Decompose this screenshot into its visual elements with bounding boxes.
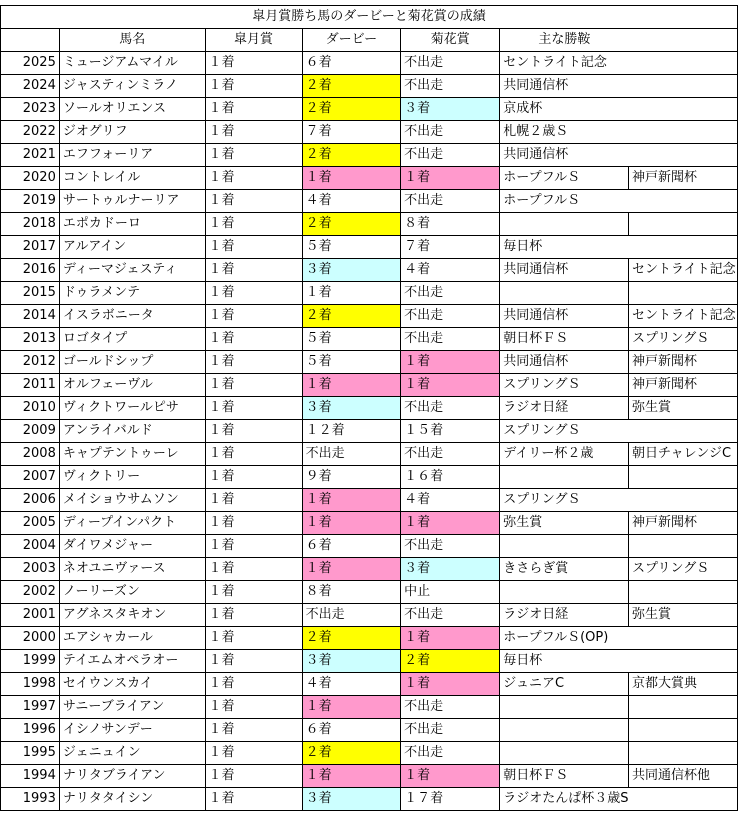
year-cell[interactable]: 2014 [1,305,60,328]
kikka-result-cell[interactable]: 不出走 [401,305,500,328]
year-cell[interactable]: 1997 [1,696,60,719]
year-cell[interactable]: 1996 [1,719,60,742]
derby-result-cell[interactable]: ４着 [302,673,401,696]
table-row [1,213,738,236]
table-row [1,788,738,811]
main-win-2-cell[interactable]: スプリングＳ [629,328,738,351]
main-win-cell[interactable]: 共同通信杯 [500,351,629,374]
year-cell[interactable]: 2012 [1,351,60,374]
year-cell[interactable]: 1993 [1,788,60,811]
derby-result-cell[interactable]: １着 [302,167,401,190]
horse-name-cell[interactable]: イスラボニータ [59,305,205,328]
satsuki-result-cell[interactable]: １着 [205,535,302,558]
satsuki-result-cell[interactable]: １着 [205,581,302,604]
derby-result-cell[interactable]: ２着 [302,627,401,650]
satsuki-result-cell[interactable]: １着 [205,788,302,811]
kikka-result-cell[interactable]: 不出走 [401,604,500,627]
main-win-cell[interactable] [500,719,629,742]
satsuki-result-cell[interactable]: １着 [205,98,302,121]
horse-name-cell[interactable]: ナリタタイシン [59,788,205,811]
derby-result-cell[interactable]: １着 [302,696,401,719]
main-win-2-cell[interactable] [629,75,738,98]
table-row [1,466,738,489]
year-cell[interactable]: 2002 [1,581,60,604]
main-win-cell[interactable]: スプリングＳ [500,374,629,397]
horse-name-cell[interactable]: ディープインパクト [59,512,205,535]
table-row [1,512,738,535]
main-win-cell[interactable]: ラジオ日経 [500,397,629,420]
year-cell[interactable]: 1998 [1,673,60,696]
kikka-result-cell[interactable]: １７着 [401,788,500,811]
table-row [1,489,738,512]
satsuki-result-cell[interactable]: １着 [205,397,302,420]
year-cell[interactable]: 1999 [1,650,60,673]
derby-result-cell[interactable]: ５着 [302,351,401,374]
main-win-2-cell[interactable] [629,581,738,604]
horse-name-cell[interactable]: キャプテントゥーレ [59,443,205,466]
table-row [1,627,738,650]
kikka-result-cell[interactable]: 不出走 [401,52,500,75]
year-cell[interactable]: 2025 [1,52,60,75]
kikka-result-cell[interactable]: 不出走 [401,696,500,719]
table-row [1,75,738,98]
horse-name-cell[interactable]: ディーマジェスティ [59,259,205,282]
satsuki-result-cell[interactable]: １着 [205,443,302,466]
satsuki-result-cell[interactable]: １着 [205,282,302,305]
derby-result-cell[interactable]: ３着 [302,259,401,282]
table-row [1,144,738,167]
main-win-cell[interactable]: ラジオたんぱ杯３歳S [500,788,629,811]
horse-name-cell[interactable]: ドゥラメンテ [59,282,205,305]
satsuki-result-cell[interactable]: １着 [205,351,302,374]
horse-name-cell[interactable]: ナリタブライアン [59,765,205,788]
year-cell[interactable]: 2016 [1,259,60,282]
satsuki-result-cell[interactable]: １着 [205,627,302,650]
kikka-result-cell[interactable]: 不出走 [401,328,500,351]
table-row [1,558,738,581]
main-win-2-cell[interactable] [629,52,738,75]
main-win-2-cell[interactable] [629,282,738,305]
table-row [1,765,738,788]
derby-result-cell[interactable]: ２着 [302,75,401,98]
main-win-2-cell[interactable]: セントライト記念 [629,259,738,282]
satsuki-result-cell[interactable]: １着 [205,144,302,167]
table-row [1,696,738,719]
year-cell[interactable]: 2011 [1,374,60,397]
year-cell[interactable]: 2007 [1,466,60,489]
horse-name-cell[interactable]: アルアイン [59,236,205,259]
results-table [0,5,738,811]
satsuki-result-cell[interactable]: １着 [205,489,302,512]
main-win-2-cell[interactable] [629,190,738,213]
kikka-result-cell[interactable]: １着 [401,351,500,374]
satsuki-result-cell[interactable]: １着 [205,420,302,443]
derby-result-cell[interactable]: 不出走 [302,604,401,627]
year-cell[interactable]: 2022 [1,121,60,144]
satsuki-result-cell[interactable]: １着 [205,604,302,627]
table-row [1,443,738,466]
satsuki-result-cell[interactable]: １着 [205,719,302,742]
kikka-result-cell[interactable]: 不出走 [401,719,500,742]
main-win-cell[interactable]: デイリー杯２歳 [500,443,629,466]
derby-result-cell[interactable]: １２着 [302,420,401,443]
horse-name-cell[interactable]: セイウンスカイ [59,673,205,696]
kikka-result-cell[interactable]: ４着 [401,489,500,512]
main-win-2-cell[interactable] [629,535,738,558]
derby-result-cell[interactable]: ２着 [302,305,401,328]
year-cell[interactable]: 2018 [1,213,60,236]
satsuki-result-cell[interactable]: １着 [205,236,302,259]
kikka-result-cell[interactable]: 不出走 [401,282,500,305]
horse-name-cell[interactable]: ミュージアムマイル [59,52,205,75]
derby-result-cell[interactable]: ７着 [302,121,401,144]
main-win-2-cell[interactable]: 神戸新聞杯 [629,167,738,190]
year-cell[interactable]: 2019 [1,190,60,213]
main-win-2-cell[interactable] [629,719,738,742]
year-cell[interactable]: 2024 [1,75,60,98]
table-row [1,742,738,765]
kikka-result-cell[interactable]: １着 [401,167,500,190]
horse-name-cell[interactable]: ジャスティンミラノ [59,75,205,98]
main-win-2-cell[interactable]: 共同通信杯他 [629,765,738,788]
main-win-cell[interactable]: 共同通信杯 [500,75,629,98]
kikka-result-cell[interactable]: ４着 [401,259,500,282]
year-cell[interactable]: 2015 [1,282,60,305]
table-row [1,397,738,420]
derby-result-cell[interactable]: 不出走 [302,443,401,466]
satsuki-result-cell[interactable]: １着 [205,673,302,696]
kikka-result-cell[interactable]: ７着 [401,236,500,259]
derby-result-cell[interactable]: ６着 [302,719,401,742]
main-win-2-cell[interactable]: 神戸新聞杯 [629,351,738,374]
year-cell[interactable]: 2010 [1,397,60,420]
year-cell[interactable]: 2020 [1,167,60,190]
horse-name-cell[interactable]: ゴールドシップ [59,351,205,374]
year-cell[interactable]: 2023 [1,98,60,121]
satsuki-result-cell[interactable]: １着 [205,650,302,673]
kikka-result-cell[interactable]: １着 [401,765,500,788]
derby-result-cell[interactable]: １着 [302,765,401,788]
main-win-2-cell[interactable] [629,144,738,167]
horse-name-cell[interactable]: ジェニュイン [59,742,205,765]
satsuki-result-cell[interactable]: １着 [205,121,302,144]
header-row [1,29,738,52]
satsuki-result-cell[interactable]: １着 [205,305,302,328]
main-win-2-cell[interactable] [629,236,738,259]
main-win-2-cell[interactable] [629,788,738,811]
kikka-result-cell[interactable]: ２着 [401,650,500,673]
table-row [1,535,738,558]
main-win-2-cell[interactable]: 神戸新聞杯 [629,374,738,397]
satsuki-result-cell[interactable]: １着 [205,328,302,351]
horse-name-cell[interactable]: サニーブライアン [59,696,205,719]
kikka-result-cell[interactable]: １着 [401,673,500,696]
derby-result-cell[interactable]: １着 [302,489,401,512]
main-win-cell[interactable] [500,581,629,604]
main-win-cell[interactable]: 京成杯 [500,98,629,121]
main-win-cell[interactable] [500,535,629,558]
main-win-cell[interactable]: スプリングＳ [500,489,629,512]
satsuki-result-cell[interactable]: １着 [205,558,302,581]
satsuki-result-cell[interactable]: １着 [205,696,302,719]
satsuki-result-cell[interactable]: １着 [205,190,302,213]
kikka-result-cell[interactable]: 不出走 [401,121,500,144]
main-win-2-cell[interactable]: スプリングＳ [629,558,738,581]
year-cell[interactable]: 2021 [1,144,60,167]
main-win-cell[interactable]: 毎日杯 [500,650,629,673]
horse-name-cell[interactable]: エフフォーリア [59,144,205,167]
kikka-result-cell[interactable]: １着 [401,627,500,650]
horse-name-cell[interactable]: アグネスタキオン [59,604,205,627]
derby-result-cell[interactable]: ２着 [302,144,401,167]
main-win-cell[interactable]: ホープフルＳ [500,167,629,190]
kikka-result-cell[interactable]: ８着 [401,213,500,236]
kikka-result-cell[interactable]: 不出走 [401,75,500,98]
table-row [1,650,738,673]
kikka-result-cell[interactable]: ３着 [401,98,500,121]
main-win-cell[interactable]: ホープフルＳ(OP) [500,627,629,650]
derby-result-cell[interactable]: ２着 [302,742,401,765]
main-win-2-cell[interactable] [629,420,738,443]
main-win-cell[interactable]: スプリングＳ [500,420,629,443]
satsuki-result-cell[interactable]: １着 [205,374,302,397]
satsuki-result-cell[interactable]: １着 [205,512,302,535]
kikka-result-cell[interactable]: １６着 [401,466,500,489]
table-row [1,121,738,144]
header-satsuki[interactable]: 皐月賞 [205,29,302,52]
horse-name-cell[interactable]: ヴィクトリー [59,466,205,489]
derby-result-cell[interactable]: ２着 [302,98,401,121]
table-row [1,420,738,443]
table-row [1,374,738,397]
main-win-cell[interactable]: ジュニアC [500,673,629,696]
main-win-2-cell[interactable] [629,121,738,144]
year-cell[interactable]: 2005 [1,512,60,535]
kikka-result-cell[interactable]: 不出走 [401,443,500,466]
table-row [1,328,738,351]
year-cell[interactable]: 2008 [1,443,60,466]
derby-result-cell[interactable]: １着 [302,512,401,535]
derby-result-cell[interactable]: ２着 [302,213,401,236]
main-win-2-cell[interactable] [629,742,738,765]
horse-name-cell[interactable]: アンライバルド [59,420,205,443]
horse-name-cell[interactable]: オルフェーヴル [59,374,205,397]
main-win-2-cell[interactable]: 京都大賞典 [629,673,738,696]
kikka-result-cell[interactable]: 不出走 [401,144,500,167]
year-cell[interactable]: 2004 [1,535,60,558]
title-row [1,6,738,29]
kikka-result-cell[interactable]: １５着 [401,420,500,443]
year-cell[interactable]: 2006 [1,489,60,512]
header-main-wins[interactable]: 主な勝鞍 [500,29,629,52]
horse-name-cell[interactable]: ソールオリエンス [59,98,205,121]
main-win-cell[interactable]: 毎日杯 [500,236,629,259]
main-win-cell[interactable]: ラジオ日経 [500,604,629,627]
horse-name-cell[interactable]: ダイワメジャー [59,535,205,558]
main-win-2-cell[interactable] [629,213,738,236]
table-row [1,351,738,374]
kikka-result-cell[interactable]: 不出走 [401,535,500,558]
kikka-result-cell[interactable]: １着 [401,512,500,535]
kikka-result-cell[interactable]: 中止 [401,581,500,604]
main-win-2-cell[interactable]: 朝日チャレンジC [629,443,738,466]
main-win-2-cell[interactable]: セントライト記念 [629,305,738,328]
table-row [1,167,738,190]
kikka-result-cell[interactable]: 不出走 [401,742,500,765]
horse-name-cell[interactable]: ネオユニヴァース [59,558,205,581]
table-row [1,305,738,328]
main-win-cell[interactable]: 札幌２歳Ｓ [500,121,629,144]
horse-name-cell[interactable]: テイエムオペラオー [59,650,205,673]
table-row [1,673,738,696]
satsuki-result-cell[interactable]: １着 [205,213,302,236]
horse-name-cell[interactable]: エポカドーロ [59,213,205,236]
main-win-2-cell[interactable]: 弥生賞 [629,397,738,420]
horse-name-cell[interactable]: ヴィクトワールピサ [59,397,205,420]
year-cell[interactable]: 2013 [1,328,60,351]
horse-name-cell[interactable]: ロゴタイプ [59,328,205,351]
horse-name-cell[interactable]: ノーリーズン [59,581,205,604]
main-win-2-cell[interactable]: 神戸新聞杯 [629,512,738,535]
main-win-cell[interactable] [500,282,629,305]
derby-result-cell[interactable]: １着 [302,558,401,581]
main-win-2-cell[interactable]: 弥生賞 [629,604,738,627]
satsuki-result-cell[interactable]: １着 [205,742,302,765]
header-year-cell[interactable] [1,29,60,52]
main-win-2-cell[interactable] [629,489,738,512]
derby-result-cell[interactable]: ３着 [302,650,401,673]
main-win-cell[interactable]: ホープフルＳ [500,190,629,213]
horse-name-cell[interactable]: コントレイル [59,167,205,190]
main-win-2-cell[interactable] [629,696,738,719]
derby-result-cell[interactable]: ４着 [302,190,401,213]
main-win-2-cell[interactable] [629,98,738,121]
year-cell[interactable]: 1994 [1,765,60,788]
table-row [1,581,738,604]
main-win-2-cell[interactable] [629,466,738,489]
derby-result-cell[interactable]: ５着 [302,236,401,259]
year-cell[interactable]: 2000 [1,627,60,650]
year-cell[interactable]: 1995 [1,742,60,765]
derby-result-cell[interactable]: ８着 [302,581,401,604]
derby-result-cell[interactable]: ６着 [302,52,401,75]
satsuki-result-cell[interactable]: １着 [205,765,302,788]
main-win-cell[interactable]: 共同通信杯 [500,259,629,282]
main-win-cell[interactable]: 朝日杯ＦＳ [500,765,629,788]
table-body [1,6,738,811]
table-row [1,98,738,121]
main-win-cell[interactable]: 共同通信杯 [500,305,629,328]
year-cell[interactable]: 2009 [1,420,60,443]
year-cell[interactable]: 2003 [1,558,60,581]
main-win-cell[interactable]: セントライト記念 [500,52,629,75]
kikka-result-cell[interactable]: 不出走 [401,190,500,213]
satsuki-result-cell[interactable]: １着 [205,466,302,489]
horse-name-cell[interactable]: メイショウサムソン [59,489,205,512]
main-win-cell[interactable] [500,466,629,489]
table-row [1,604,738,627]
table-row [1,259,738,282]
main-win-cell[interactable]: 弥生賞 [500,512,629,535]
main-win-cell[interactable] [500,696,629,719]
main-win-cell[interactable] [500,742,629,765]
derby-result-cell[interactable]: ５着 [302,328,401,351]
derby-result-cell[interactable]: １着 [302,282,401,305]
table-row [1,236,738,259]
main-win-cell[interactable]: 朝日杯ＦＳ [500,328,629,351]
year-cell[interactable]: 2017 [1,236,60,259]
kikka-result-cell[interactable]: 不出走 [401,397,500,420]
derby-result-cell[interactable]: ９着 [302,466,401,489]
table-row [1,190,738,213]
horse-name-cell[interactable]: ジオグリフ [59,121,205,144]
satsuki-result-cell[interactable]: １着 [205,259,302,282]
main-win-cell[interactable] [500,213,629,236]
table-row [1,282,738,305]
derby-result-cell[interactable]: ３着 [302,788,401,811]
year-cell[interactable]: 2001 [1,604,60,627]
satsuki-result-cell[interactable]: １着 [205,52,302,75]
table-title[interactable]: 皐月賞勝ち馬のダービーと菊花賞の成績 [1,6,738,29]
main-win-2-cell[interactable] [629,627,738,650]
satsuki-result-cell[interactable]: １着 [205,167,302,190]
header-kikka[interactable]: 菊花賞 [401,29,500,52]
header-derby[interactable]: ダービー [302,29,401,52]
main-win-2-cell[interactable] [629,650,738,673]
kikka-result-cell[interactable]: １着 [401,374,500,397]
main-win-cell[interactable]: 共同通信杯 [500,144,629,167]
table-row [1,52,738,75]
kikka-result-cell[interactable]: ３着 [401,558,500,581]
header-horse-name[interactable]: 馬名 [59,29,205,52]
satsuki-result-cell[interactable]: １着 [205,75,302,98]
derby-result-cell[interactable]: ６着 [302,535,401,558]
table-row [1,719,738,742]
horse-name-cell[interactable]: イシノサンデー [59,719,205,742]
derby-result-cell[interactable]: １着 [302,374,401,397]
derby-result-cell[interactable]: ３着 [302,397,401,420]
horse-name-cell[interactable]: エアシャカール [59,627,205,650]
horse-name-cell[interactable]: サートゥルナーリア [59,190,205,213]
header-main-wins-extra[interactable] [629,29,738,52]
main-win-cell[interactable]: きさらぎ賞 [500,558,629,581]
